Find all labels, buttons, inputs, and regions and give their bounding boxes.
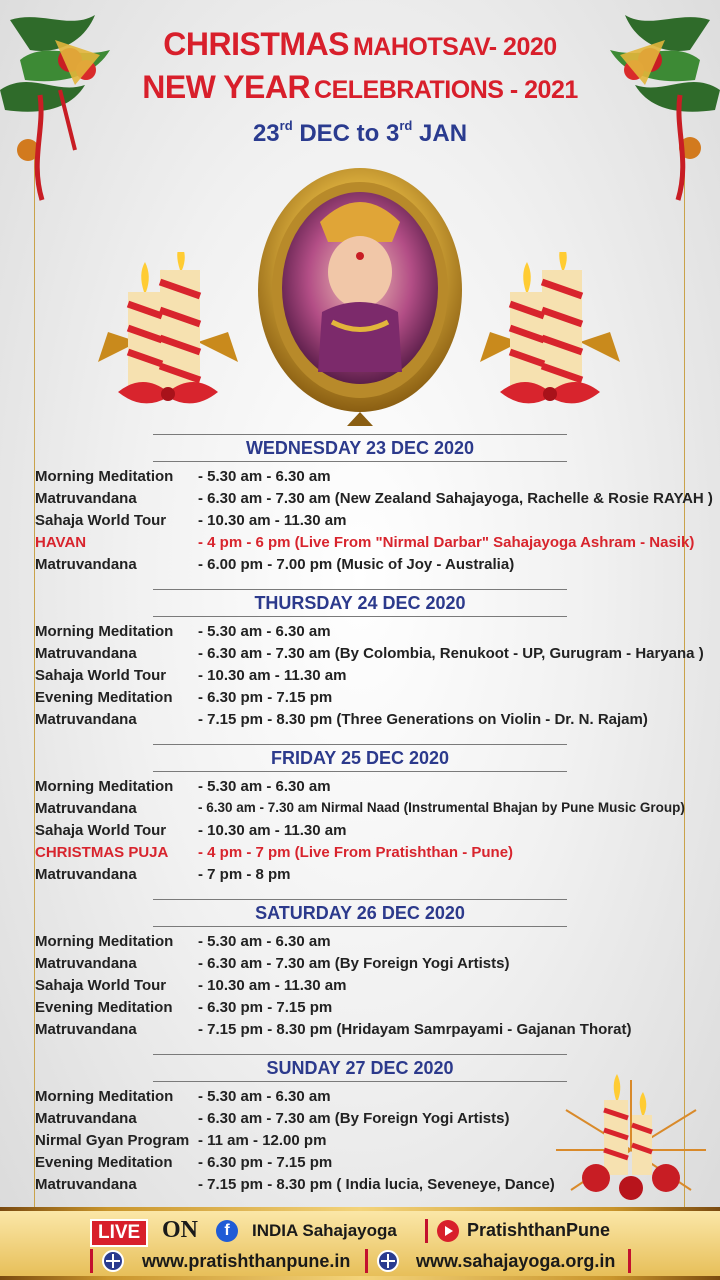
activity-time: - 10.30 am - 11.30 am	[198, 977, 347, 994]
schedule-row	[0, 798, 720, 820]
date-end-sup: rd	[399, 118, 413, 133]
activity-name: Morning Meditation	[35, 623, 174, 640]
day-heading: SATURDAY 26 DEC 2020	[153, 899, 567, 927]
on-text: ON	[162, 1217, 198, 1243]
activity-name: Sahaja World Tour	[35, 667, 167, 684]
schedule-row	[0, 820, 720, 842]
portrait-frame	[252, 162, 468, 426]
schedule-row	[0, 466, 720, 488]
website-link-sahajayoga[interactable]: www.sahajayoga.org.in	[416, 1251, 616, 1271]
divider	[425, 1219, 428, 1243]
activity-time: - 4 pm - 6 pm (Live From "Nirmal Darbar" Sahajayoga Ashram - Nasik)	[198, 534, 695, 551]
activity-name: Sahaja World Tour	[35, 977, 167, 994]
activity-name: Matruvandana	[35, 800, 137, 817]
day-heading: FRIDAY 25 DEC 2020	[153, 744, 567, 772]
schedule-row	[0, 776, 720, 798]
day-heading: WEDNESDAY 23 DEC 2020	[153, 434, 567, 462]
activity-name: Matruvandana	[35, 955, 137, 972]
website-link-pratishthan[interactable]: www.pratishthanpune.in	[142, 1251, 351, 1271]
day-block	[0, 589, 720, 744]
day-block	[0, 434, 720, 589]
schedule-row	[0, 931, 720, 953]
activity-name: Morning Meditation	[35, 778, 174, 795]
globe-icon	[377, 1250, 399, 1272]
activity-name: CHRISTMAS PUJA	[35, 844, 169, 861]
activity-time: - 5.30 am - 6.30 am	[198, 623, 331, 640]
activity-name: HAVAN	[35, 534, 87, 551]
activity-name: Matruvandana	[35, 1110, 137, 1127]
activity-name: Morning Meditation	[35, 468, 174, 485]
activity-time: - 4 pm - 7 pm (Live From Pratishthan - Pune)	[198, 844, 514, 861]
schedule-row	[0, 953, 720, 975]
divider	[628, 1249, 631, 1273]
footer-inner	[0, 1211, 720, 1276]
youtube-icon[interactable]	[437, 1220, 459, 1242]
day-block	[0, 744, 720, 899]
schedule-row	[0, 621, 720, 643]
schedule-row	[0, 709, 720, 731]
facebook-icon[interactable]: f	[216, 1220, 238, 1242]
activity-time: - 7.15 pm - 8.30 pm (Hridayam Samrpayami - Gajanan Thorat)	[198, 1021, 632, 1038]
activity-time: - 10.30 am - 11.30 am	[198, 667, 347, 684]
activity-name: Matruvandana	[35, 866, 137, 883]
schedule-row	[0, 510, 720, 532]
schedule-row-highlight	[0, 842, 720, 864]
title-line-2	[0, 69, 720, 112]
date-start-sup: rd	[279, 118, 293, 133]
divider	[90, 1249, 93, 1273]
activity-name: Matruvandana	[35, 645, 137, 662]
activity-time: - 6.30 pm - 7.15 pm	[198, 689, 333, 706]
activity-time: - 5.30 am - 6.30 am	[198, 468, 331, 485]
activity-time: - 5.30 am - 6.30 am	[198, 778, 331, 795]
youtube-channel-link[interactable]: PratishthanPune	[467, 1220, 611, 1240]
activity-name: Morning Meditation	[35, 1088, 174, 1105]
footer	[0, 1207, 720, 1280]
activity-name: Matruvandana	[35, 1176, 137, 1193]
schedule-row	[0, 864, 720, 886]
activity-name: Morning Meditation	[35, 933, 174, 950]
candles-bottom-right-icon	[546, 1070, 716, 1208]
title-new-year: NEW YEAR	[142, 69, 311, 105]
schedule-row	[0, 975, 720, 997]
activity-time: - 10.30 am - 11.30 am	[198, 512, 347, 529]
title-christmas: CHRISTMAS	[163, 26, 350, 62]
activity-time: - 6.30 pm - 7.15 pm	[198, 1154, 333, 1171]
day-heading: SUNDAY 27 DEC 2020	[153, 1054, 567, 1082]
activity-time: - 6.30 pm - 7.15 pm	[198, 999, 333, 1016]
activity-name: Matruvandana	[35, 1021, 137, 1038]
activity-name: Matruvandana	[35, 711, 137, 728]
globe-icon	[102, 1250, 124, 1272]
date-start-num: 23	[252, 120, 280, 147]
schedule-row	[0, 554, 720, 576]
live-badge: LIVE	[90, 1219, 148, 1247]
activity-time: - 6.30 am - 7.30 am Nirmal Naad (Instrumental Bhajan by Pune Music Group)	[198, 800, 685, 815]
day-block	[0, 899, 720, 1054]
divider	[365, 1249, 368, 1273]
facebook-page-link[interactable]: INDIA Sahajayoga	[252, 1221, 397, 1240]
activity-time: - 6.30 am - 7.30 am (By Colombia, Renukoot - UP, Gurugram - Haryana )	[198, 645, 704, 662]
schedule-row	[0, 997, 720, 1019]
schedule-row	[0, 488, 720, 510]
day-heading: THURSDAY 24 DEC 2020	[153, 589, 567, 617]
schedule-row	[0, 643, 720, 665]
activity-time: - 11 am - 12.00 pm	[198, 1132, 327, 1149]
header	[0, 26, 720, 148]
activity-time: - 10.30 am - 11.30 am	[198, 822, 347, 839]
activity-name: Nirmal Gyan Program	[35, 1132, 190, 1149]
candles-left-icon	[88, 252, 248, 424]
date-start-rest: DEC to	[299, 120, 380, 147]
schedule-row	[0, 687, 720, 709]
activity-time: - 6.00 pm - 7.00 pm (Music of Joy - Australia)	[198, 556, 515, 573]
title-celebrations: CELEBRATIONS - 2021	[314, 76, 578, 104]
title-line-1	[0, 26, 720, 69]
candles-right-icon	[470, 252, 630, 424]
schedule-row	[0, 665, 720, 687]
activity-time: - 5.30 am - 6.30 am	[198, 1088, 331, 1105]
date-range	[0, 118, 720, 148]
date-end-num: 3	[386, 120, 400, 147]
date-end-rest: JAN	[419, 120, 468, 147]
title-mahotsav: MAHOTSAV- 2020	[352, 33, 557, 61]
activity-time: - 7 pm - 8 pm	[198, 866, 291, 883]
activity-name: Matruvandana	[35, 490, 137, 507]
activity-time: - 5.30 am - 6.30 am	[198, 933, 331, 950]
schedule-row-highlight	[0, 532, 720, 554]
activity-name: Evening Meditation	[35, 1154, 173, 1171]
activity-time: - 6.30 am - 7.30 am (New Zealand Sahajayoga, Rachelle & Rosie RAYAH )	[198, 490, 713, 507]
activity-time: - 7.15 pm - 8.30 pm ( India lucia, Seveneye, Dance)	[198, 1176, 555, 1193]
activity-time: - 6.30 am - 7.30 am (By Foreign Yogi Artists)	[198, 955, 510, 972]
schedule-row	[0, 1019, 720, 1041]
activity-time: - 7.15 pm - 8.30 pm (Three Generations on Violin - Dr. N. Rajam)	[198, 711, 648, 728]
activity-name: Sahaja World Tour	[35, 822, 167, 839]
activity-name: Matruvandana	[35, 556, 137, 573]
activity-name: Evening Meditation	[35, 689, 173, 706]
activity-time: - 6.30 am - 7.30 am (By Foreign Yogi Artists)	[198, 1110, 510, 1127]
activity-name: Evening Meditation	[35, 999, 173, 1016]
activity-name: Sahaja World Tour	[35, 512, 167, 529]
